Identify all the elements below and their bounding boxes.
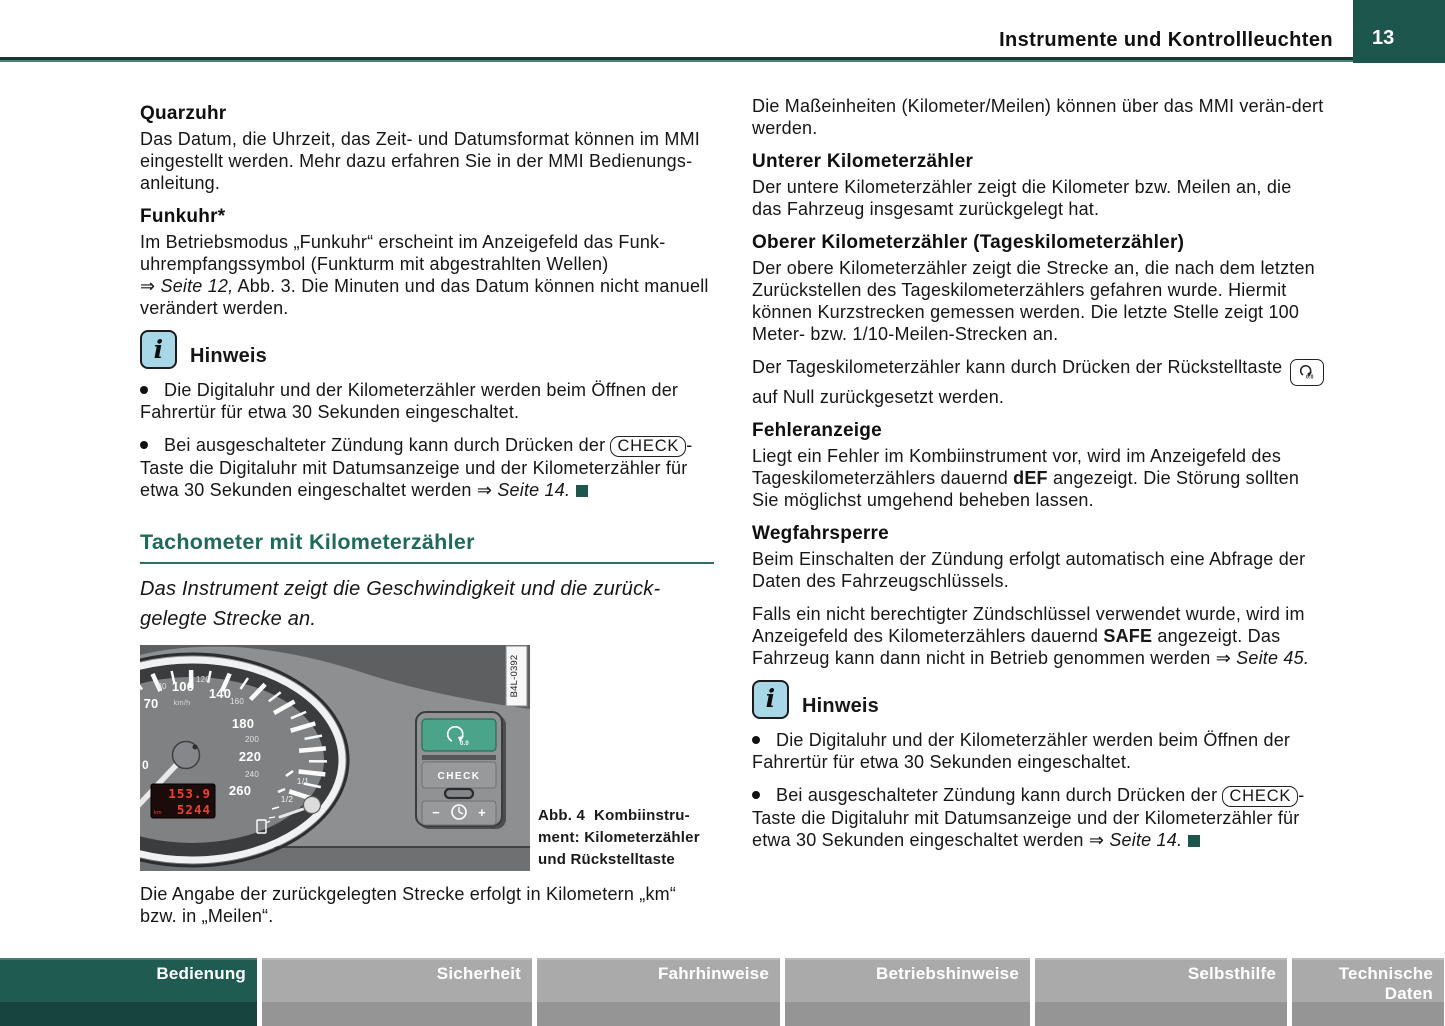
page-reference: Seite 14. xyxy=(497,480,571,500)
heading-fehleranzeige: Fehleranzeige xyxy=(752,419,882,441)
figure-4 xyxy=(140,645,714,871)
check-key-label: CHECK xyxy=(1222,786,1298,807)
heading-quarzuhr: Quarzuhr xyxy=(140,103,227,124)
odometer-lcd xyxy=(151,784,215,818)
paragraph-funkuhr: Im Betriebsmodus „Funkuhr“ erscheint im Anzeigefeld das Funk-uhrempfangssymbol (Funkturm mit abgestrahlten Wellen) ⇒ Seite 12, Abb. 3. Die Minuten und das Datum können nicht manuell verändert werden. xyxy=(140,232,709,318)
section-heading-tachometer: Tachometer mit Kilometerzähler xyxy=(140,529,714,564)
svg-text:200: 200 xyxy=(245,735,259,744)
trip-reset-key-icon xyxy=(1290,359,1324,386)
right-column xyxy=(752,95,1326,862)
svg-text:220: 220 xyxy=(238,749,262,764)
svg-text:0.0: 0.0 xyxy=(460,741,469,747)
header-rule xyxy=(0,57,1445,62)
paragraph-wegfahrsperre-1: Beim Einschalten der Zündung erfolgt automatisch eine Abfrage der Daten des Fahrzeugschlüssels. xyxy=(752,548,1306,591)
tab-betriebshinweise[interactable]: Betriebshinweise xyxy=(785,958,1030,1026)
page-reference: Seite 12, xyxy=(160,276,234,296)
paragraph-oberer: Der obere Kilometerzähler zeigt die Strecke an, die nach dem letzten Zurückstellen des Tageskilometerzählers gefahren wurde. Hiermit können Kurzstrecken gemessen werden. Die letzte Stelle zeigt 100 Meter- bzw. 1/10-Meilen-Strecken an. xyxy=(752,258,1315,344)
svg-text:1/1: 1/1 xyxy=(296,776,310,786)
svg-text:CHECK: CHECK xyxy=(437,771,481,782)
panel-slot xyxy=(445,789,473,798)
tab-technische-daten[interactable]: Technische Daten xyxy=(1292,958,1444,1026)
section-end-marker xyxy=(576,485,588,497)
reference-arrow: ⇒ xyxy=(140,276,161,296)
bullet-icon xyxy=(752,736,760,744)
svg-text:260: 260 xyxy=(228,783,252,798)
instrument-cluster-illustration xyxy=(140,645,530,871)
check-key-label: CHECK xyxy=(610,436,686,457)
svg-text:153.9: 153.9 xyxy=(168,786,211,801)
note-header xyxy=(140,330,714,369)
tab-selbsthilfe[interactable]: Selbsthilfe xyxy=(1035,958,1287,1026)
paragraph-quarzuhr: Das Datum, die Uhrzeit, das Zeit- und Datumsformat können im MMI eingestellt werden. Mehr dazu erfahren Sie in der MMI Bedienungs-anleitung. xyxy=(140,129,700,193)
paragraph-reset: Der Tageskilometerzähler kann durch Drücken der Rückstelltaste 0.0 auf Null zurückgesetzt werden. xyxy=(752,356,1326,408)
page-reference: Seite 45. xyxy=(1236,647,1310,668)
info-icon: i xyxy=(140,330,177,369)
bullet-icon xyxy=(140,386,148,394)
svg-text:160: 160 xyxy=(230,697,244,706)
reference-arrow: ⇒ xyxy=(476,480,498,500)
display-code-safe: SAFE xyxy=(1103,625,1153,646)
svg-text:70: 70 xyxy=(143,696,159,711)
chapter-tab-bar xyxy=(0,958,1445,1026)
svg-text:−: − xyxy=(432,805,440,820)
page-number-badge xyxy=(1353,0,1445,63)
heading-wegfahrsperre: Wegfahrsperre xyxy=(752,522,890,544)
svg-text:180: 180 xyxy=(231,716,255,731)
button-panel xyxy=(416,712,506,829)
section-intro: Das Instrument zeigt die Geschwindigkeit und die zurück-gelegte Strecke an. xyxy=(140,578,661,630)
svg-text:1/2: 1/2 xyxy=(280,794,294,804)
image-code-label xyxy=(506,646,527,706)
svg-text:240: 240 xyxy=(245,770,259,779)
page-title: Instrumente und Kontrollleuchten xyxy=(999,29,1333,51)
svg-text:120: 120 xyxy=(196,675,210,684)
svg-text:0: 0 xyxy=(142,758,149,772)
svg-text:B4L-0392: B4L-0392 xyxy=(509,654,520,698)
paragraph-units: Die Maßeinheiten (Kilometer/Meilen) können über das MMI verän-dert werden. xyxy=(752,96,1324,138)
trip-reset-button xyxy=(422,719,496,751)
svg-text:80: 80 xyxy=(157,682,167,691)
paragraph-unterer: Der untere Kilometerzähler zeigt die Kilometer bzw. Meilen an, die das Fahrzeug insgesamt zurückgelegt hat. xyxy=(752,177,1292,219)
svg-text:140: 140 xyxy=(208,686,232,701)
svg-text:km/h: km/h xyxy=(173,698,191,707)
note-header xyxy=(752,680,1326,719)
tab-fahrhinweise[interactable]: Fahrhinweise xyxy=(537,958,780,1026)
svg-text:km: km xyxy=(154,810,162,816)
reference-arrow: ⇒ xyxy=(1215,647,1237,668)
note-bullet-2: Bei ausgeschalteter Zündung kann durch Drücken der CHECK -Taste die Digitaluhr mit Datumsanzeige und der Kilometerzähler für etwa 30 Sekunden eingeschaltet werden ⇒ Seite 14. xyxy=(752,784,1305,850)
bullet-icon xyxy=(752,791,760,799)
figure-caption-label: Abb. 4 xyxy=(538,807,586,824)
heading-funkuhr: Funkuhr* xyxy=(140,206,226,227)
clock-adjust-button xyxy=(422,801,496,825)
section-end-marker xyxy=(1188,835,1200,847)
check-button xyxy=(422,762,496,788)
figure-caption: Abb. 4 Kombiinstru-ment: Kilometerzähler und Rückstelltaste xyxy=(538,807,700,868)
tab-bedienung[interactable]: Bedienung xyxy=(0,958,257,1026)
note-bullet-1: Die Digitaluhr und der Kilometerzähler werden beim Öffnen der Fahrertür für etwa 30 Sekunden eingeschaltet. xyxy=(140,380,679,422)
page-reference: Seite 14. xyxy=(1109,829,1183,850)
note-bullet-2: Bei ausgeschalteter Zündung kann durch Drücken der CHECK -Taste die Digitaluhr mit Datumsanzeige und der Kilometerzähler für etwa 30 Sekunden eingeschaltet werden ⇒ Seite 14. xyxy=(140,435,693,500)
heading-oberer-kilometerzaehler: Oberer Kilometerzähler (Tageskilometerzähler) xyxy=(752,232,1185,253)
note-title: Hinweis xyxy=(802,694,879,717)
reference-arrow: ⇒ xyxy=(1088,829,1110,850)
page-number: 13 xyxy=(1372,27,1395,49)
note-title: Hinweis xyxy=(190,345,267,367)
heading-unterer-kilometerzaehler: Unterer Kilometerzähler xyxy=(752,151,974,172)
note-bullet-1: Die Digitaluhr und der Kilometerzähler werden beim Öffnen der Fahrertür für etwa 30 Sekunden eingeschaltet. xyxy=(752,729,1291,772)
tab-sicherheit[interactable]: Sicherheit xyxy=(262,958,532,1026)
paragraph-wegfahrsperre-2: Falls ein nicht berechtigter Zündschlüssel verwendet wurde, wird im Anzeigefeld des Kilometerzählers dauernd SAFE angezeigt. Das Fahrzeug kann dann nicht in Betrieb genommen werden ⇒ Seite 45. xyxy=(752,603,1310,668)
info-icon: i xyxy=(752,680,789,719)
bullet-icon xyxy=(140,441,148,449)
svg-text:100: 100 xyxy=(171,679,195,694)
display-code-def: dEF xyxy=(1013,467,1048,488)
paragraph-fehleranzeige: Liegt ein Fehler im Kombiinstrument vor, wird im Anzeigefeld des Tageskilometerzählers dauernd dEF angezeigt. Die Störung sollten Sie möglichst umgehend beheben lassen. xyxy=(752,445,1300,510)
left-column xyxy=(140,95,714,938)
svg-text:+: + xyxy=(478,805,486,820)
paragraph-distance-units: Die Angabe der zurückgelegten Strecke erfolgt in Kilometern „km“ bzw. in „Meilen“. xyxy=(140,884,677,926)
svg-text:5244: 5244 xyxy=(176,802,211,817)
svg-text:0.0: 0.0 xyxy=(1305,374,1314,380)
